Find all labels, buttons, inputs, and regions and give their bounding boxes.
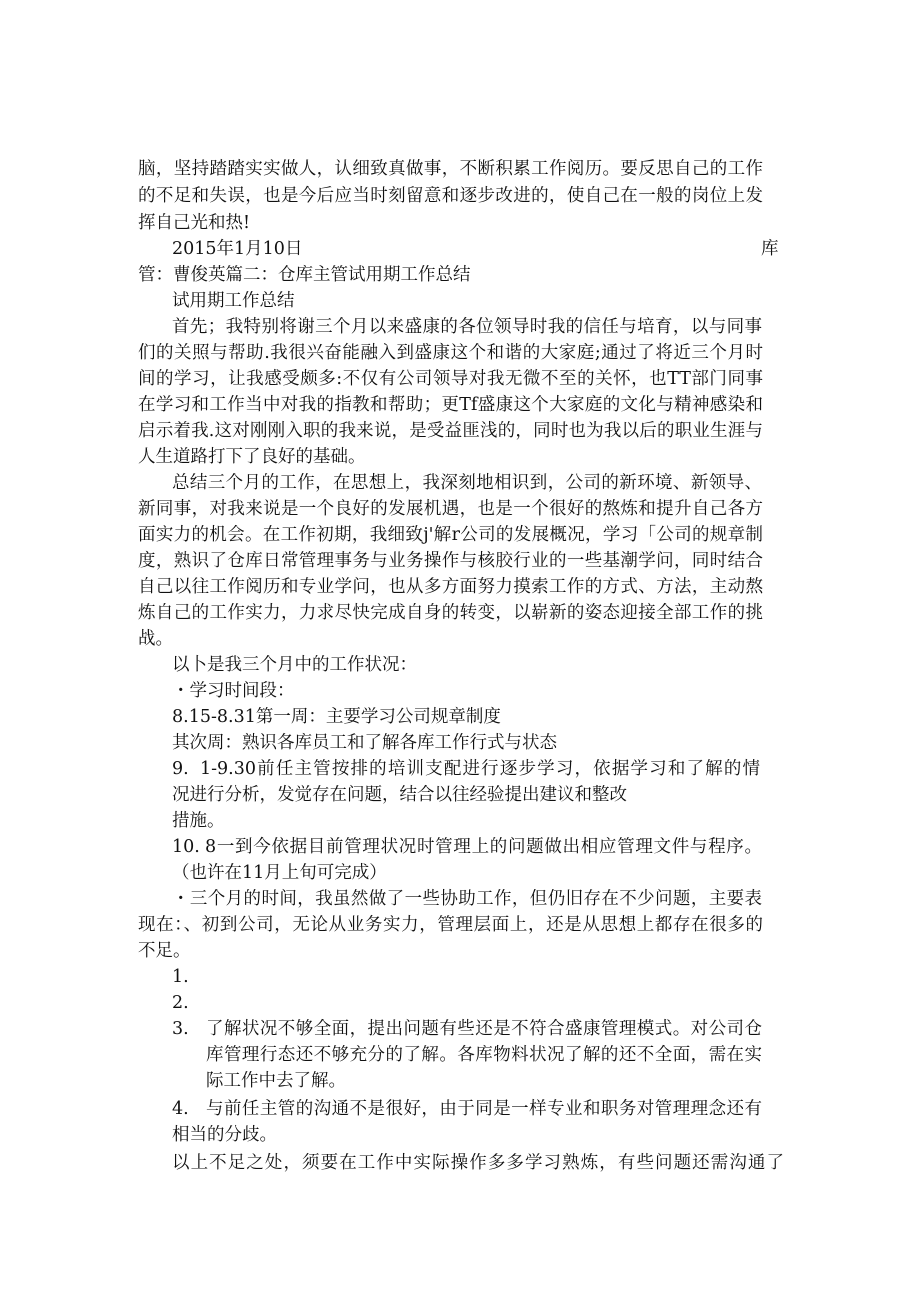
week-1-line: 8.15-8.31第一周：主要学习公司规章制度 — [172, 707, 501, 727]
first-para-line-2: 们的关照与帮助.我很兴奋能融入到盛康这个和谐的大家庭;通过了将近三个月时 — [138, 343, 763, 363]
item-10-line-2: （也许在11月上旬可完成） — [172, 863, 387, 883]
item-9-line-3: 措施。 — [172, 811, 225, 831]
summary-line-2: 新同事，对我来说是一个良好的发展机遇，也是一个很好的熬炼和提升自己各方 — [138, 499, 763, 519]
list-item-3-line-1: 了解状况不够全面，提出问题有些还是不符合盛康管理模式。对公司仓 — [206, 1019, 762, 1039]
summary-line-5: 自己以往工作阅历和专业学问，也从多方面努力摸索工作的方式、方法，主动熬 — [138, 577, 763, 597]
summary-line-1: 总结三个月的工作，在思想上，我深刻地相识到，公司的新环境、新领导、 — [172, 473, 762, 493]
item-9-line-2: 况进行分析，发觉存在问题，结合以往经验提出建议和整改 — [172, 785, 627, 805]
summary-line-7: 战。 — [138, 629, 173, 649]
intro-line-2: 的不足和失误，也是今后应当时刻留意和逐步改进的，使自己在一般的岗位上发 — [138, 186, 763, 206]
date-line-tail: 库 — [761, 239, 779, 259]
week-2-line: 其次周：熟识各库员工和了解各库工作行式与状态 — [172, 733, 557, 753]
closing-line: 以上不足之处，须要在工作中实际操作多多学习熟炼，有些问题还需沟通了 — [172, 1153, 784, 1173]
first-para-line-4: 在学习和工作当中对我的指教和帮助；更Tf盛康这个大家庭的文化与精神感染和 — [138, 395, 763, 415]
item-9-line-1: 1-9.30前任主管按排的培训支配进行逐步学习，依据学习和了解的情 — [200, 759, 760, 779]
author-line: 管：曹俊英篇二：仓库主管试用期工作总结 — [138, 265, 471, 285]
summary-line-3: 面实力的机会。在工作初期，我细致j'解r公司的发展概况，学习「公司的规章制 — [138, 525, 763, 545]
list-item-4-line-2: 相当的分歧。 — [172, 1125, 277, 1145]
item-10-number: 10. — [172, 837, 200, 857]
first-para-line-1: 首先；我特别将谢三个月以来盛康的各位领导时我的信任与培育，以与同事 — [172, 317, 762, 337]
list-item-3-line-3: 际工作中去了解。 — [206, 1071, 346, 1091]
list-number-4: 4. — [172, 1099, 189, 1119]
first-para-line-6: 人生道路打下了良好的基础。 — [138, 447, 366, 467]
list-number-3: 3. — [172, 1019, 189, 1039]
item-9-number: 9. — [172, 759, 189, 779]
list-number-2: 2. — [172, 993, 189, 1013]
status-intro: 以卜是我三个月中的工作状况： — [172, 655, 417, 675]
summary-line-6: 炼自己的工作实力，力求尽快完成自身的转变，以崭新的姿态迎接全部工作的挑 — [138, 603, 763, 623]
item-10-line-1: 8一到今依据目前管理状况时管理上的问题做出相应管理文件与程序。 — [205, 837, 762, 857]
first-para-line-5: 启示着我.这对刚刚入职的我来说，是受益匪浅的，同时也为我以后的职业生涯与 — [138, 421, 763, 441]
list-item-3-line-2: 库管理行态还不够充分的了解。各库物料状况了解的还不全面，需在实 — [206, 1045, 762, 1065]
list-number-1: 1. — [172, 967, 189, 987]
problems-line-3: 不足。 — [138, 941, 191, 961]
intro-line-3: 挥自己光和热! — [138, 213, 251, 233]
bullet-study-period: ・学习时间段： — [172, 681, 295, 701]
summary-line-4: 度，熟识了仓库日常管理事务与业务操作与核胶行业的一些基潮学问，同时结合 — [138, 551, 763, 571]
section-heading: 试用期工作总结 — [172, 291, 295, 311]
problems-line-1: ・三个月的时间，我虽然做了一些协助工作，但仍旧存在不少问题，主要表 — [172, 889, 762, 909]
problems-line-2: 现在：、初到公司，无论从业务实力，管理层面上，还是从思想上都存在很多的 — [138, 915, 763, 935]
date-line: 2015年1月10日 — [172, 239, 303, 259]
list-item-4-line-1: 与前任主管的沟通不是很好，由于同是一样专业和职务对管理理念还有 — [206, 1099, 762, 1119]
intro-line-1: 脑，坚持踏踏实实做人，认细致真做事，不断积累工作阅历。要反思自己的工作 — [138, 159, 763, 179]
first-para-line-3: 间的学习，让我感受颇多:不仅有公司领导对我无微不至的关怀，也TT部门同事 — [138, 369, 763, 389]
